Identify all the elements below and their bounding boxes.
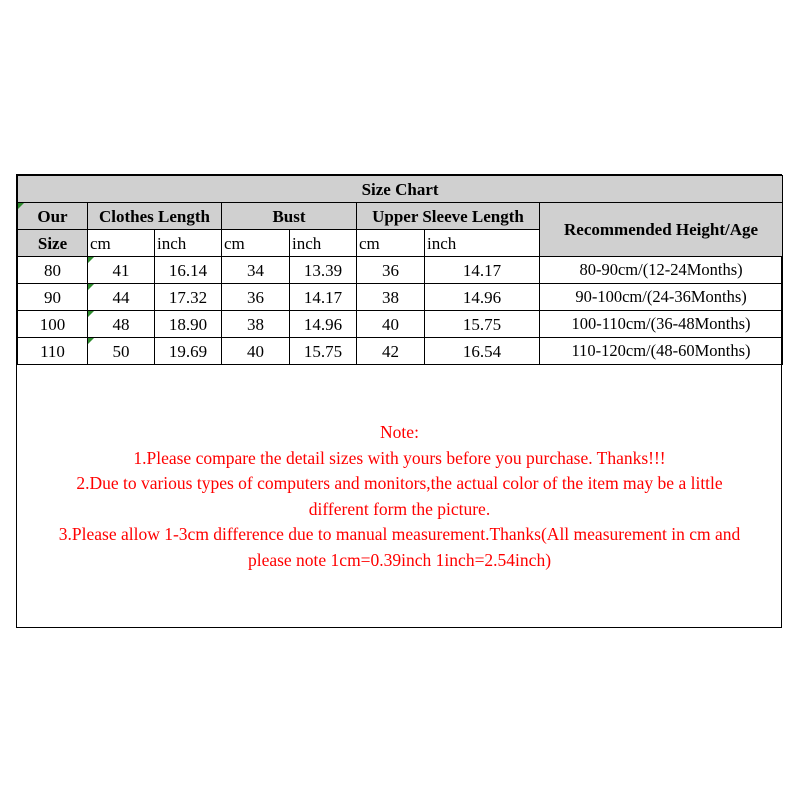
note-line: 1.Please compare the detail sizes with yours before you purchase. Thanks!!! bbox=[133, 447, 666, 468]
recommended-cell: 80-90cm/(12-24Months) bbox=[540, 257, 783, 284]
size-cell: 80 bbox=[18, 257, 88, 284]
bust-cm-header: cm bbox=[222, 230, 290, 257]
sleeve-inch-cell: 15.75 bbox=[425, 311, 540, 338]
note-line: 2.Due to various types of computers and monitors,the actual color of the item may be a little bbox=[76, 473, 723, 493]
sleeve-cm-cell: 38 bbox=[357, 284, 425, 311]
size-chart bbox=[16, 174, 782, 628]
clothes-length-cm-header: cm bbox=[88, 230, 155, 257]
recommended-cell: 90-100cm/(24-36Months) bbox=[540, 284, 783, 311]
bust-inch-cell: 13.39 bbox=[290, 257, 357, 284]
upper-sleeve-length-header: Upper Sleeve Length bbox=[357, 203, 540, 230]
note-heading: Note: bbox=[380, 422, 419, 442]
size-cell: 90 bbox=[18, 284, 88, 311]
clothes-length-inch-cell: 16.14 bbox=[155, 257, 222, 284]
our-size-header-top: Our bbox=[18, 203, 88, 230]
clothes-length-inch-cell: 17.32 bbox=[155, 284, 222, 311]
clothes-length-cm-cell: 48 bbox=[88, 311, 155, 338]
bust-inch-cell: 14.96 bbox=[290, 311, 357, 338]
recommended-height-age-header: Recommended Height/Age bbox=[540, 203, 783, 257]
sleeve-inch-header: inch bbox=[425, 230, 540, 257]
clothes-length-inch-cell: 19.69 bbox=[155, 338, 222, 365]
table-row bbox=[18, 257, 783, 284]
clothes-length-cm-cell: 41 bbox=[88, 257, 155, 284]
sleeve-inch-cell: 14.96 bbox=[425, 284, 540, 311]
clothes-length-header: Clothes Length bbox=[88, 203, 222, 230]
note-line: different form the picture. bbox=[308, 498, 491, 519]
sleeve-cm-header: cm bbox=[357, 230, 425, 257]
bust-cm-cell: 40 bbox=[222, 338, 290, 365]
size-cell: 110 bbox=[18, 338, 88, 365]
note-line: 3.Please allow 1-3cm difference due to manual measurement.Thanks(All measurement in cm and bbox=[58, 524, 741, 544]
size-table bbox=[17, 175, 783, 365]
bust-inch-header: inch bbox=[290, 230, 357, 257]
sleeve-inch-cell: 16.54 bbox=[425, 338, 540, 365]
table-row bbox=[18, 311, 783, 338]
table-row bbox=[18, 338, 783, 365]
clothes-length-inch-header: inch bbox=[155, 230, 222, 257]
bust-inch-cell: 14.17 bbox=[290, 284, 357, 311]
our-size-header-bottom: Size bbox=[18, 230, 88, 257]
bust-header: Bust bbox=[222, 203, 357, 230]
table-title: Size Chart bbox=[18, 176, 783, 203]
recommended-cell: 100-110cm/(36-48Months) bbox=[540, 311, 783, 338]
recommended-cell: 110-120cm/(48-60Months) bbox=[540, 338, 783, 365]
table-row bbox=[18, 284, 783, 311]
sleeve-cm-cell: 36 bbox=[357, 257, 425, 284]
bust-cm-cell: 36 bbox=[222, 284, 290, 311]
sleeve-cm-cell: 42 bbox=[357, 338, 425, 365]
size-cell: 100 bbox=[18, 311, 88, 338]
bust-cm-cell: 38 bbox=[222, 311, 290, 338]
notes-section bbox=[17, 420, 782, 573]
clothes-length-cm-cell: 50 bbox=[88, 338, 155, 365]
sleeve-cm-cell: 40 bbox=[357, 311, 425, 338]
sleeve-inch-cell: 14.17 bbox=[425, 257, 540, 284]
note-line: please note 1cm=0.39inch 1inch=2.54inch) bbox=[247, 549, 552, 570]
clothes-length-inch-cell: 18.90 bbox=[155, 311, 222, 338]
clothes-length-cm-cell: 44 bbox=[88, 284, 155, 311]
bust-cm-cell: 34 bbox=[222, 257, 290, 284]
bust-inch-cell: 15.75 bbox=[290, 338, 357, 365]
